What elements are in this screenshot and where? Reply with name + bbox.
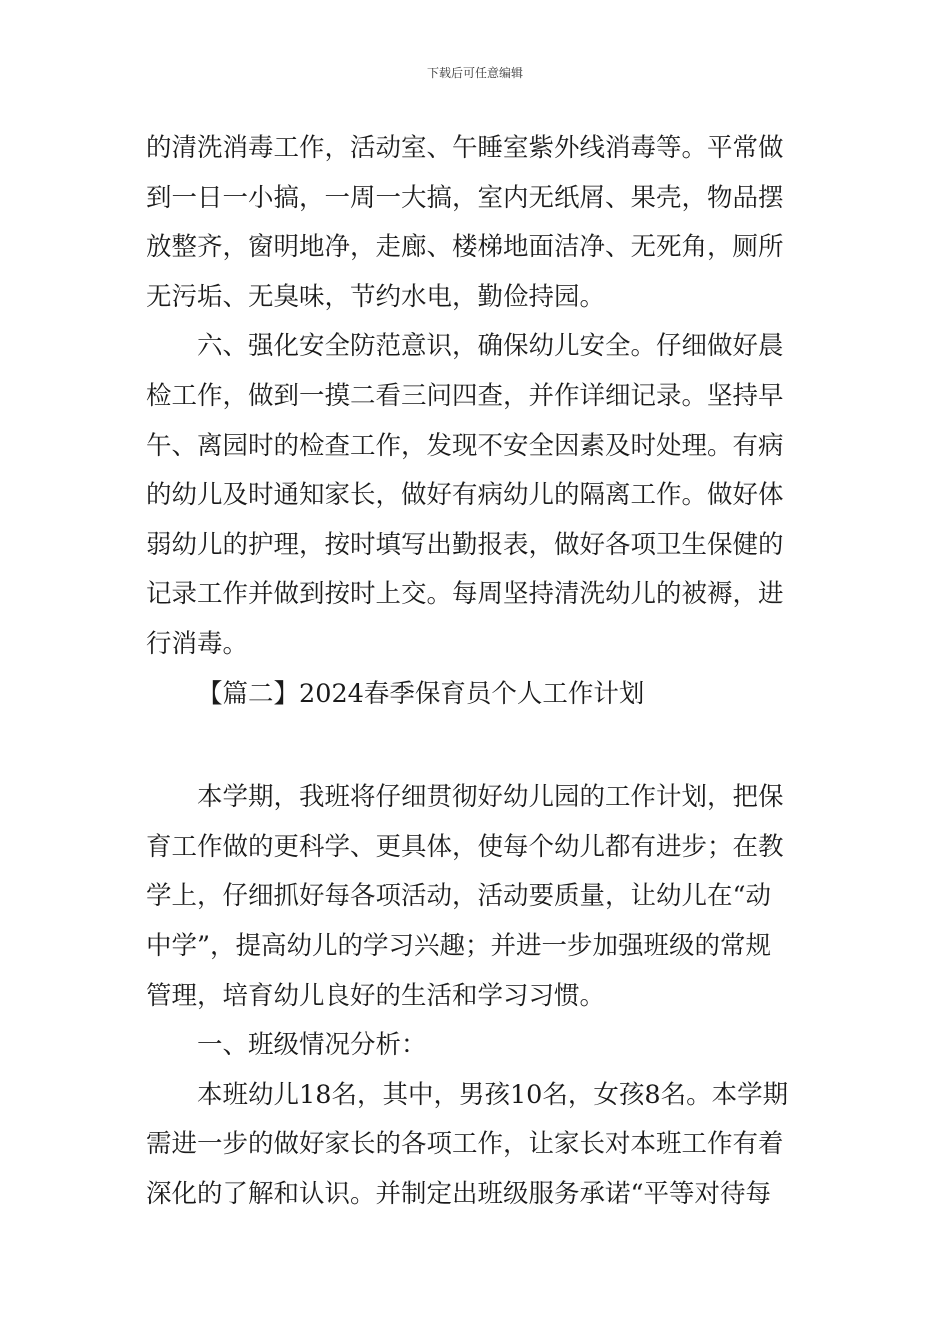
text-line: 记录工作并做到按时上交。每周坚持清洗幼儿的被褥，进 [146, 579, 784, 610]
text-line: 到一日一小搞，一周一大搞，室内无纸屑、果壳，物品摆 [146, 182, 784, 213]
text-line: 午、离园时的检查工作，发现不安全因素及时处理。有病 [146, 430, 784, 461]
text-line: 放整齐，窗明地净，走廊、楼梯地面洁净、无死角，厕所 [146, 232, 784, 263]
text-line: 需进一步的做好家长的各项工作，让家长对本班工作有着 [146, 1129, 784, 1160]
text-line: 学上，仔细抓好每各项活动，活动要质量，让幼儿在“动 [146, 881, 772, 912]
text-line: 育工作做的更科学、更具体，使每个幼儿都有进步；在教 [146, 831, 784, 862]
text-line: 深化的了解和认识。并制定出班级服务承诺“平等对待每 [146, 1178, 772, 1209]
text-line: 无污垢、无臭味，节约水电，勤俭持园。 [146, 281, 606, 312]
blank-line [146, 719, 806, 773]
text-line: 的幼儿及时通知家长，做好有病幼儿的隔离工作。做好体 [146, 480, 784, 511]
text-line: 的清洗消毒工作，活动室、午睡室紫外线消毒等。平常做 [146, 133, 784, 163]
text-line: 中学”，提高幼儿的学习兴趣；并进一步加强班级的常规 [146, 930, 772, 961]
text-line: 检工作，做到一摸二看三问四查，并作详细记录。坚持早 [146, 380, 784, 411]
page-header: 下载后可任意编辑 [426, 66, 523, 80]
section-heading-line: 一、班级情况分析： [197, 1030, 427, 1061]
section-heading-line: 六、强化安全防范意识，确保幼儿安全。仔细做好晨 [197, 331, 784, 362]
text-line: 行消毒。 [146, 628, 249, 659]
document-body [146, 124, 806, 1219]
article-title: 【篇二】2024春季保育员个人工作计划 [197, 678, 645, 709]
text-line: 本学期，我班将仔细贯彻好幼儿园的工作计划，把保 [197, 782, 784, 813]
text-line: 本班幼儿18名，其中，男孩10名，女孩8名。本学期 [197, 1079, 789, 1110]
text-line: 弱幼儿的护理，按时填写出勤报表，做好各项卫生保健的 [146, 529, 784, 560]
text-line: 管理，培育幼儿良好的生活和学习习惯。 [146, 980, 606, 1011]
